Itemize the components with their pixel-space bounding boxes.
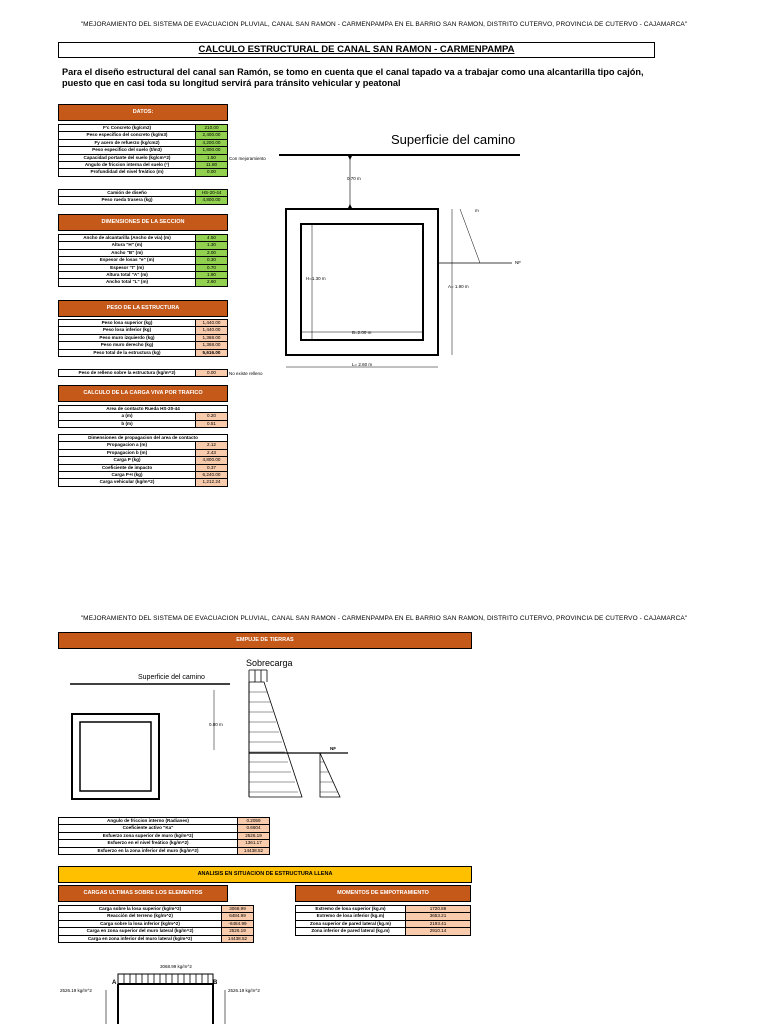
momentos-header: MOMENTOS DE EMPOTRAMIENTO: [295, 885, 471, 902]
depth-label: m: [475, 208, 479, 213]
table-row: F'c Concreto (kg/cm2) 210.00: [59, 125, 228, 132]
table-row: Peso rueda trasera (kg) 4,800.00: [59, 197, 228, 204]
table-row: Esfuerzo en la zona inferior del muro (kg/m^2) 14438.52: [59, 847, 270, 854]
water-depth-line: [460, 209, 480, 263]
table-row: Carga P (kg) 4,800.00: [59, 457, 228, 464]
top-load-label: 3068.99 kg/m^2: [160, 964, 192, 969]
table-row: b (m) 0.51: [59, 420, 228, 427]
box-inner: [301, 224, 423, 340]
table-row: Peso muro derecho (kg) 1,368.00: [59, 342, 228, 349]
h-label: H=1.30 m: [306, 276, 326, 281]
table-row: Esfuerzo en el nivel freático (kg/m^2) 1361.17: [59, 840, 270, 847]
table-row: Carga vehicular (kg/m^2) 1,212.24: [59, 479, 228, 486]
dimensiones-header: DIMENSIONES DE LA SECCION: [58, 214, 228, 231]
main-title: CALCULO ESTRUCTURAL DE CANAL SAN RAMON - CARMENPAMPA: [58, 42, 655, 58]
box-inner-2: [80, 722, 151, 791]
cargas-table: [58, 905, 254, 943]
table-row: Camión de diseño HS-20-44: [59, 190, 228, 197]
top-load-block: [118, 974, 213, 984]
table-row: Altura "H" (m) 1.30: [59, 242, 228, 249]
table-row: Ancho "B" (m) 2.00: [59, 249, 228, 256]
table-row: Esfuerzo zona superior de muro (kg/m^2) 2526.19: [59, 832, 270, 839]
area-contacto-table: [58, 405, 228, 428]
surface-label-2: Superficie del camino: [138, 674, 205, 681]
analisis-header: ANALISIS EN SITUACION DE ESTRUCTURA LLENA: [58, 866, 472, 883]
propagacion-table: [58, 434, 228, 487]
l-label: L= 2.60 m: [352, 362, 373, 367]
table-row: Dimensiones de propagacion del area de contacto: [59, 435, 228, 442]
table-row: Ancho de alcantarilla (Ancho de vía) (m) 4.50: [59, 235, 228, 242]
relleno-note: No existe relleno: [229, 371, 263, 376]
intro-paragraph: Para el diseño estructural del canal san Ramón, se tomo en cuenta que el canal tapado va a trabajar como una alcantarilla tipo cajón, puesto que en casi toda su longitud servirá para tránsito vehicular y peatonal: [62, 67, 644, 88]
table-row: Peso especifico del concreto (kg/m3) 2,400.00: [59, 132, 228, 139]
table-row: a (m) 0.20: [59, 413, 228, 420]
section-diagram: [270, 125, 550, 375]
table-row: Coeficiente activo "Ka" 0.6604: [59, 825, 270, 832]
right-load-label: 2526.19 kg/m^2: [228, 988, 260, 993]
arrow-icon: [348, 156, 352, 160]
carga-viva-header: CALCULO DE LA CARGA VIVA POR TRAFICO: [58, 385, 228, 402]
project-title: "MEJORAMIENTO DEL SISTEMA DE EVACUACION PLUVIAL, CANAL SAN RAMON - CARMENPAMPA EN EL BARRIO SAN RAMON, DISTRITO CUTERVO, PROVINCIA DE CUTERVO - CAJAMARCA": [80, 21, 688, 28]
top-load-arrows: [124, 974, 208, 984]
loaded-frame-diagram: [58, 960, 318, 1024]
table-row: Profundidad del nivel freático (m) 0.00: [59, 169, 228, 176]
datos-note: Con mejoramiento: [229, 156, 266, 161]
nf-label: NF: [515, 260, 521, 265]
table-row: Coeficiente de impacto 0.37: [59, 464, 228, 471]
cover-label: 0.70 m: [347, 176, 361, 181]
table-row: Zona inferior de pared lateral (kg.m) 2910.14: [296, 928, 471, 935]
table-row: Ancho total "L" (m) 2.60: [59, 279, 228, 286]
depth-label-2: 0.00 m: [209, 722, 223, 727]
empuje-table: [58, 817, 270, 855]
table-row: Propagacion a (m) 2.12: [59, 442, 228, 449]
table-row: Carga P+I (kg) 6,240.00: [59, 472, 228, 479]
water-pressure-diagram: [320, 753, 340, 797]
b-label: B=2.00 m: [352, 330, 372, 335]
camion-table: [58, 189, 228, 205]
pressure-diagram: [249, 682, 302, 797]
table-row: Area de contacto Rueda HS-20-44: [59, 406, 228, 413]
table-row: Fy acero de refuerzo (kg/cm2) 4,200.00: [59, 139, 228, 146]
table-row: Carga sobre la losa superior (kg/m^2) 3068.99: [59, 906, 254, 913]
momentos-table: [295, 905, 471, 936]
table-row: Altura total "A" (m) 1.90: [59, 272, 228, 279]
table-row: Carga sobre la losa inferior (kg/m^2) -6484.99: [59, 920, 254, 927]
nf-label-2: NF: [330, 746, 336, 751]
earth-pressure-diagram: [58, 652, 378, 817]
pressure-hatch: [249, 692, 298, 792]
table-row: Peso de relleno sobre la estructura (kg/m^2) 0.00: [59, 370, 228, 377]
table-row: Reacción del terreno (kg/m^2) 6484.99: [59, 913, 254, 920]
cargas-header: CARGAS ULTIMAS SOBRE LOS ELEMENTOS: [58, 885, 228, 902]
datos-table: [58, 124, 228, 177]
table-row: Zona superior de pared lateral (kg.m) 2193.41: [296, 920, 471, 927]
node-a-label: A: [112, 980, 117, 986]
peso-header: PESO DE LA ESTRUCTURA: [58, 300, 228, 317]
table-row: Peso losa inferior (kg) 1,440.00: [59, 327, 228, 334]
empuje-header: EMPUJE DE TIERRAS: [58, 632, 472, 649]
sobrecarga-label: Sobrecarga: [246, 658, 293, 668]
box-outer-2: [72, 714, 159, 799]
peso-table: [58, 319, 228, 357]
table-row: Peso especifico del suelo (t/m3) 1,800.00: [59, 147, 228, 154]
left-load-label: 2526.19 kg/m^2: [60, 988, 92, 993]
table-row: Peso muro izquierdo (kg) 1,368.00: [59, 334, 228, 341]
a-label: A= 1.90 m: [448, 284, 469, 289]
table-row: Carga en zona superior del muro lateral (kg/m^2) 2526.19: [59, 928, 254, 935]
table-row: Espesor "t" (m) 0.70: [59, 264, 228, 271]
table-row: Angulo de friccion interno (Radianes) 0.2059: [59, 818, 270, 825]
table-row: Carga en zona inferior del muro lateral (kg/m^2) 14438.52: [59, 935, 254, 942]
surface-label: Superficie del camino: [391, 132, 516, 147]
table-row: Extremo de losa superior (kg.m) 1720.86: [296, 906, 471, 913]
node-b-label: B: [213, 980, 218, 986]
arrow-icon: [348, 204, 352, 208]
table-row: Propagacion b (m) 2.43: [59, 449, 228, 456]
table-row: Capacidad portante del suelo (kg/cm^2) 1.50: [59, 154, 228, 161]
table-row: Extremo de losa inferior (kg.m) 3653.21: [296, 913, 471, 920]
table-row: Espesor de losas "e" (m) 0.30: [59, 257, 228, 264]
dimensiones-table: [58, 234, 228, 287]
project-title-2: "MEJORAMIENTO DEL SISTEMA DE EVACUACION PLUVIAL, CANAL SAN RAMON - CARMENPAMPA EN EL BARRIO SAN RAMON, DISTRITO CUTERVO, PROVINCIA DE CUTERVO - CAJAMARCA": [80, 615, 688, 622]
table-row: Peso total de la estructura (kg) 5,616.00: [59, 349, 228, 356]
relleno-table: [58, 369, 228, 377]
table-row: Angulo de friccion interna del suelo (°) 11.80: [59, 162, 228, 169]
table-row: Peso losa superior (kg) 1,440.00: [59, 320, 228, 327]
datos-header: DATOS:: [58, 104, 228, 121]
